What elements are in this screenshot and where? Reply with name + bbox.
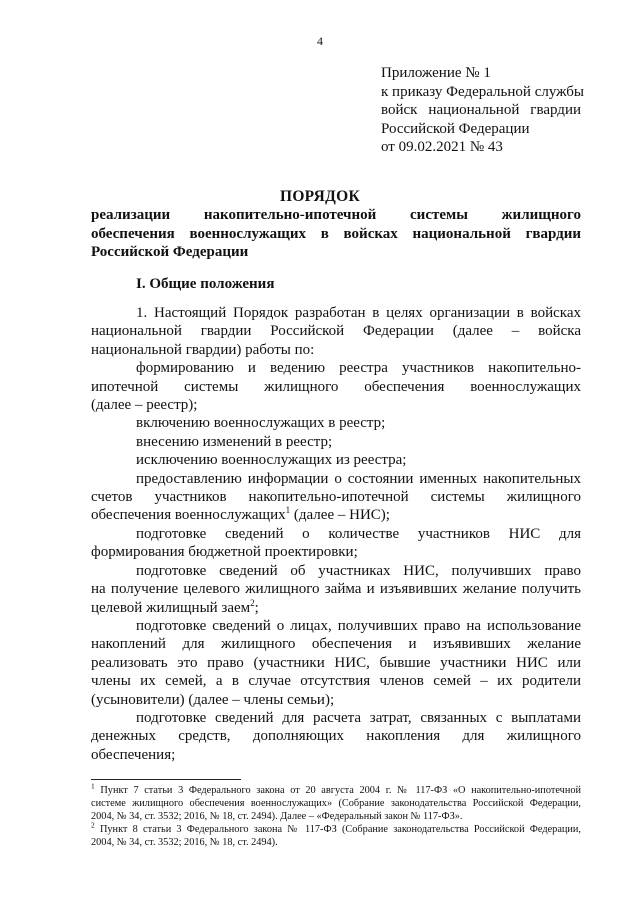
paragraph — [91, 470, 581, 525]
text-line: внесению изменений в реестр; — [136, 433, 333, 450]
text-line: (усыновители) (далее – члены семьи); — [91, 691, 335, 708]
paragraph — [91, 359, 581, 414]
footnote-mark: 1 — [91, 781, 95, 791]
footnote-ref: 1 — [285, 505, 291, 516]
paragraph — [91, 433, 581, 451]
text-line: исключению военнослужащих из реестра; — [136, 452, 407, 469]
text-line: реализовать это право (участники НИС, бывшие участники НИС или — [91, 654, 581, 671]
appendix-line: Приложение № 1 — [381, 65, 491, 81]
text-line: обеспечения; — [91, 746, 176, 763]
footnote-line — [91, 820, 582, 836]
appendix-line: к приказу Федеральной службы — [381, 83, 585, 100]
appendix-block — [381, 64, 585, 157]
footnote-divider — [91, 779, 241, 780]
paragraph — [91, 617, 581, 709]
footnotes — [91, 781, 582, 849]
footnote-line: системе жилищного обеспечения военнослужащих» (Собрание законодательства Российской Федерации, — [91, 798, 581, 809]
paragraph — [91, 414, 581, 432]
subtitle-line: реализации накопительно-ипотечной системы жилищного — [91, 207, 581, 223]
text-line: включению военнослужащих в реестр; — [136, 415, 386, 432]
text-line: подготовке сведений об участниках НИС, получивших право — [136, 562, 581, 579]
paragraph — [91, 304, 581, 359]
paragraph — [91, 525, 581, 562]
text-line: предоставлению информации о состоянии именных накопительных — [136, 470, 581, 487]
text-line: национальной гвардии Российской Федерации (далее – войска — [91, 323, 581, 340]
text-line: подготовке сведений о лицах, получивших право на использование — [136, 617, 581, 634]
paragraph — [91, 709, 581, 764]
appendix-line: Российской Федерации — [381, 120, 530, 137]
section-heading: I. Общие положения — [136, 276, 275, 292]
text-line: ипотечной системы жилищного обеспечения военнослужащих — [91, 378, 581, 395]
appendix-line: от 09.02.2021 № 43 — [381, 139, 503, 155]
subtitle-line: обеспечения военнослужащих в войсках национальной гвардии — [91, 225, 581, 242]
text-fragment: целевой жилищный заем — [91, 599, 251, 616]
text-fragment: Пункт 7 статьи 3 Федерального закона от 20 августа 2004 г. № 117-ФЗ «О накопительно-ипотечной — [100, 785, 581, 796]
text-line: подготовке сведений для расчета затрат, связанных с выплатами — [136, 709, 581, 726]
document-subtitle — [91, 206, 581, 262]
text-line: национальной гвардии) работы по: — [91, 341, 315, 358]
text-line: (далее – реестр); — [91, 397, 198, 414]
text-line: формированию и ведению реестра участников накопительно- — [136, 360, 581, 377]
text-line: члены их семей, а в случае отсутствия членов семей – их родители — [91, 673, 581, 690]
footnote-mark: 2 — [91, 820, 95, 830]
text-line: на получение целевого жилищного займа и изъявивших желание получить — [91, 581, 581, 598]
paragraph — [91, 562, 581, 617]
text-line: накоплений для жилищного обеспечения и изъявивших желание — [91, 636, 581, 653]
text-fragment: (далее – НИС); — [290, 507, 390, 524]
text-fragment: обеспечения военнослужащих — [91, 507, 286, 524]
document-title: ПОРЯДОК — [279, 188, 361, 205]
text-line: счетов участников накопительно-ипотечной системы жилищного — [91, 489, 581, 506]
text-line: 1. Настоящий Порядок разработан в целях организации в войсках — [136, 305, 581, 321]
subtitle-line: Российской Федерации — [91, 244, 249, 260]
page-number: 4 — [317, 34, 323, 48]
text-line: денежных средств, дополняющих накопления для жилищного — [91, 728, 581, 745]
footnote-line: 2004, № 34, ст. 3532; 2016, № 18, ст. 2494). Далее – «Федеральный закон № 117-ФЗ». — [91, 811, 463, 822]
footnote-line — [91, 781, 581, 797]
text-line: подготовке сведений о количестве участников НИС для — [136, 525, 581, 542]
footnote-line: 2004, № 34, ст. 3532; 2016, № 18, ст. 2494). — [91, 837, 278, 848]
body-text — [91, 304, 581, 764]
paragraph — [91, 451, 581, 469]
text-fragment: Пункт 8 статьи 3 Федерального закона № 117-ФЗ (Собрание законодательства Российской Федерации, — [99, 824, 582, 835]
footnote-ref: 2 — [250, 597, 255, 608]
text-line — [91, 506, 581, 524]
text-line — [91, 599, 581, 617]
appendix-line: войск национальной гвардии — [381, 102, 581, 118]
text-fragment: ; — [254, 599, 259, 616]
text-line: формирования бюджетной проектировки; — [91, 544, 358, 561]
